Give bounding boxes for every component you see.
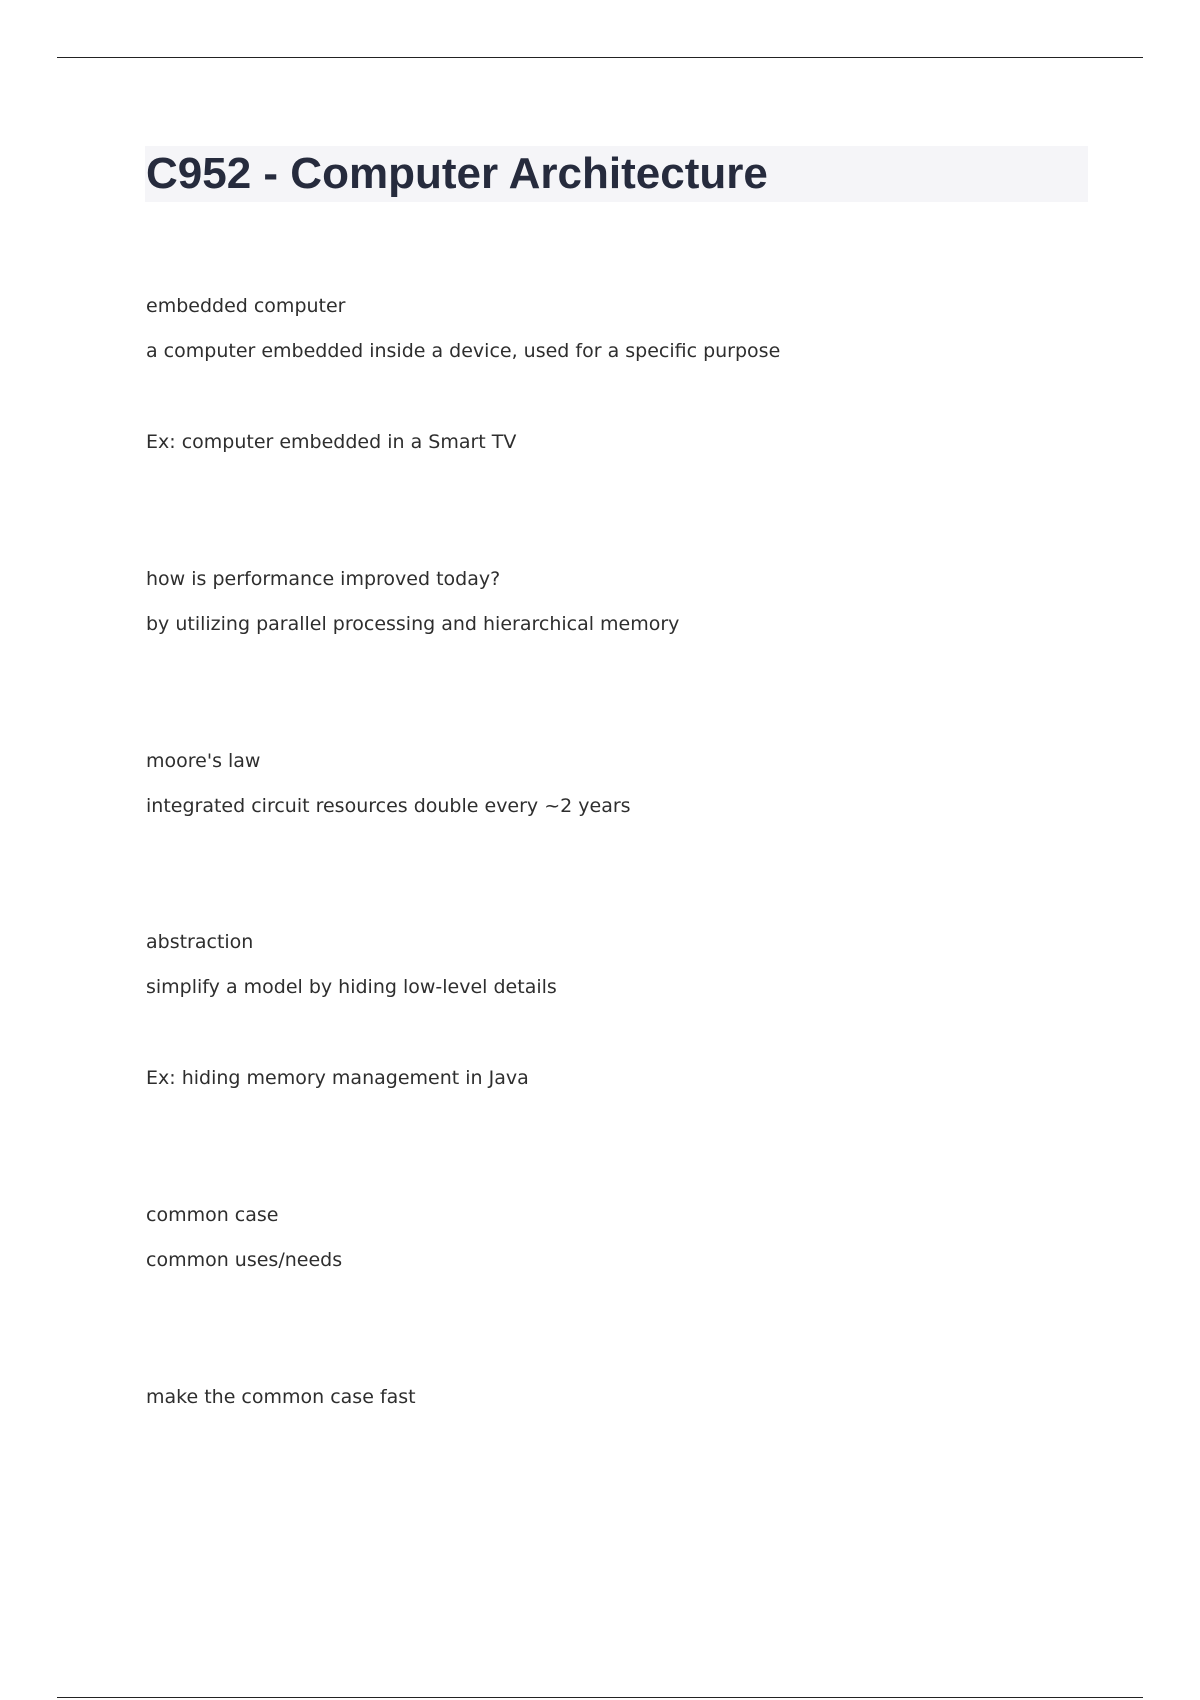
card-5-term: common case [146,1204,279,1226]
card-4-term: abstraction [146,931,254,953]
bottom-divider [57,1697,1143,1698]
card-4-definition: simplify a model by hiding low-level details [146,976,557,998]
card-3-definition: integrated circuit resources double every ~2 years [146,795,631,817]
page-title: C952 - Computer Architecture [146,149,768,198]
card-2-definition: by utilizing parallel processing and hierarchical memory [146,613,680,635]
card-1-example: Ex: computer embedded in a Smart TV [146,431,517,453]
card-2-term: how is performance improved today? [146,568,501,590]
card-3-term: moore's law [146,750,261,772]
card-1-definition: a computer embedded inside a device, used for a specific purpose [146,340,781,362]
card-4-example: Ex: hiding memory management in Java [146,1067,529,1089]
card-1-term: embedded computer [146,295,346,317]
card-6-term: make the common case fast [146,1386,416,1408]
card-5-definition: common uses/needs [146,1249,343,1271]
top-divider [57,57,1143,58]
